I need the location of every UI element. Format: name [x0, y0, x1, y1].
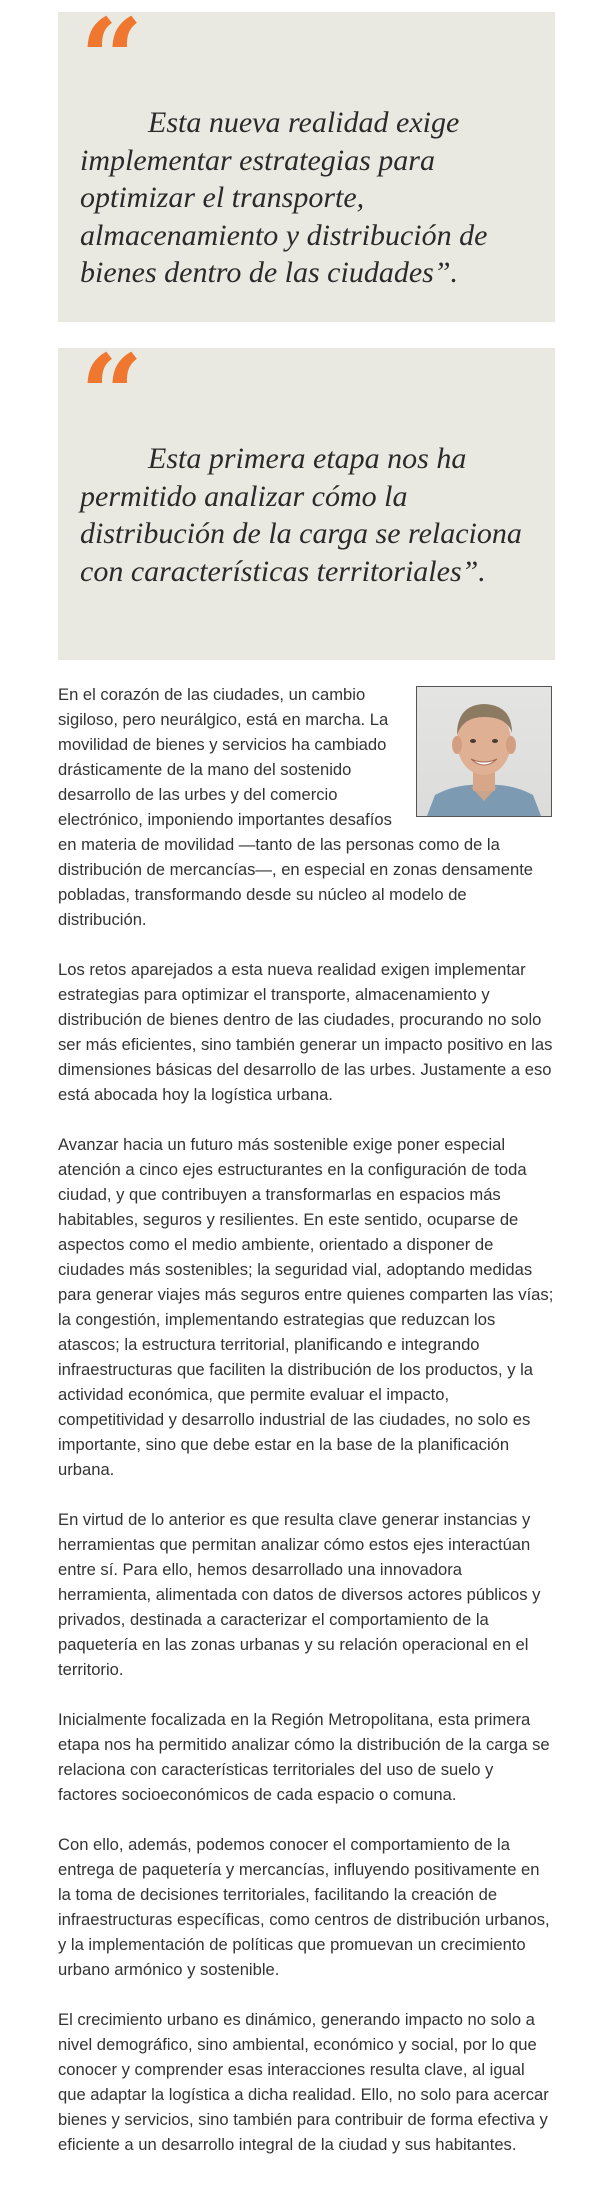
article-paragraph: Avanzar hacia un futuro más sostenible exige poner especial atención a cinco ejes estructurantes en la configuración de toda ciudad, y que contribuyen a transformarlas en espacios más habitables, seguros y resilientes. En este sentido, ocuparse de aspectos como el medio ambiente, orientado a disponer de ciudades más sostenibles; la seguridad vial, adoptando medidas para generar viajes más seguros entre quienes comparten las vías; la congestión, implementando estrategias que reduzcan los atascos; la estructura territorial, planificando e integrando infraestructuras que faciliten la distribución de los productos, y la actividad económica, que permite evaluar el impacto, competitividad y desarrollo industrial de las ciudades, no solo es importante, sino que debe estar en la base de la planificación urbana.: [58, 1135, 554, 1479]
author-portrait-photo: [416, 686, 552, 817]
quote-mark-icon: “: [80, 0, 144, 123]
article-paragraph: En el corazón de las ciudades, un cambio sigiloso, pero neurálgico, está en marcha. La movilidad de bienes y servicios ha cambiado drásticamente de la mano del sostenido desarrollo de las urbes y del comercio electrónico, imponiendo importantes desafíos en materia de movilidad —tanto de las personas como de la distribución de mercancías—, en especial en zonas densamente pobladas, transformando desde su núcleo al modelo de distribución.: [58, 685, 534, 929]
pull-quote-2: [58, 330, 555, 660]
person-icon: [417, 687, 551, 816]
article-body: [58, 682, 554, 2182]
article-paragraph: En virtud de lo anterior es que resulta clave generar instancias y herramientas que permitan analizar cómo estos ejes interactúan entre sí. Para ello, hemos desarrollado una innovadora herramienta, alimentada con datos de diversos actores públicos y privados, destinada a caracterizar el comportamiento de la paquetería en las zonas urbanas y su relación operacional en el territorio.: [58, 1510, 541, 1679]
pull-quote-1: [58, 0, 555, 322]
pull-quote-text: Esta nueva realidad exige implementar estrategias para optimizar el transporte, almacenamiento y distribución de bienes dentro de las ciudades”.: [80, 106, 488, 289]
article-paragraph: Los retos aparejados a esta nueva realidad exigen implementar estrategias para optimizar el transporte, almacenamiento y distribución de bienes dentro de las ciudades, procurando no solo ser más eficientes, sino también generar un impacto positivo en las dimensiones básicas del desarrollo de las urbes. Justamente a eso está abocada hoy la logística urbana.: [58, 960, 553, 1104]
quote-mark-icon: “: [80, 330, 144, 459]
article-paragraph: El crecimiento urbano es dinámico, generando impacto no solo a nivel demográfico, sino ambiental, económico y social, por lo que conocer y comprender esas interacciones resulta clave, al igual que adaptar la logística a dicha realidad. Ello, no solo para acercar bienes y servicios, sino también para contribuir de forma efectiva y eficiente a un desarrollo integral de la ciudad y sus habitantes.: [58, 2010, 549, 2154]
article-paragraph: Con ello, además, podemos conocer el comportamiento de la entrega de paquetería y mercancías, influyendo positivamente en la toma de decisiones territoriales, facilitando la creación de infraestructuras específicas, como centros de distribución urbanos, y la implementación de políticas que promuevan un crecimiento urbano armónico y sostenible.: [58, 1835, 550, 1979]
article-paragraph: Inicialmente focalizada en la Región Metropolitana, esta primera etapa nos ha permitido analizar cómo la distribución de la carga se relaciona con características territoriales del uso de suelo y factores socioeconómicos de cada espacio o comuna.: [58, 1710, 550, 1804]
pull-quote-text: Esta primera etapa nos ha permitido analizar cómo la distribución de la carga se relaciona con características territoriales”.: [80, 442, 522, 588]
